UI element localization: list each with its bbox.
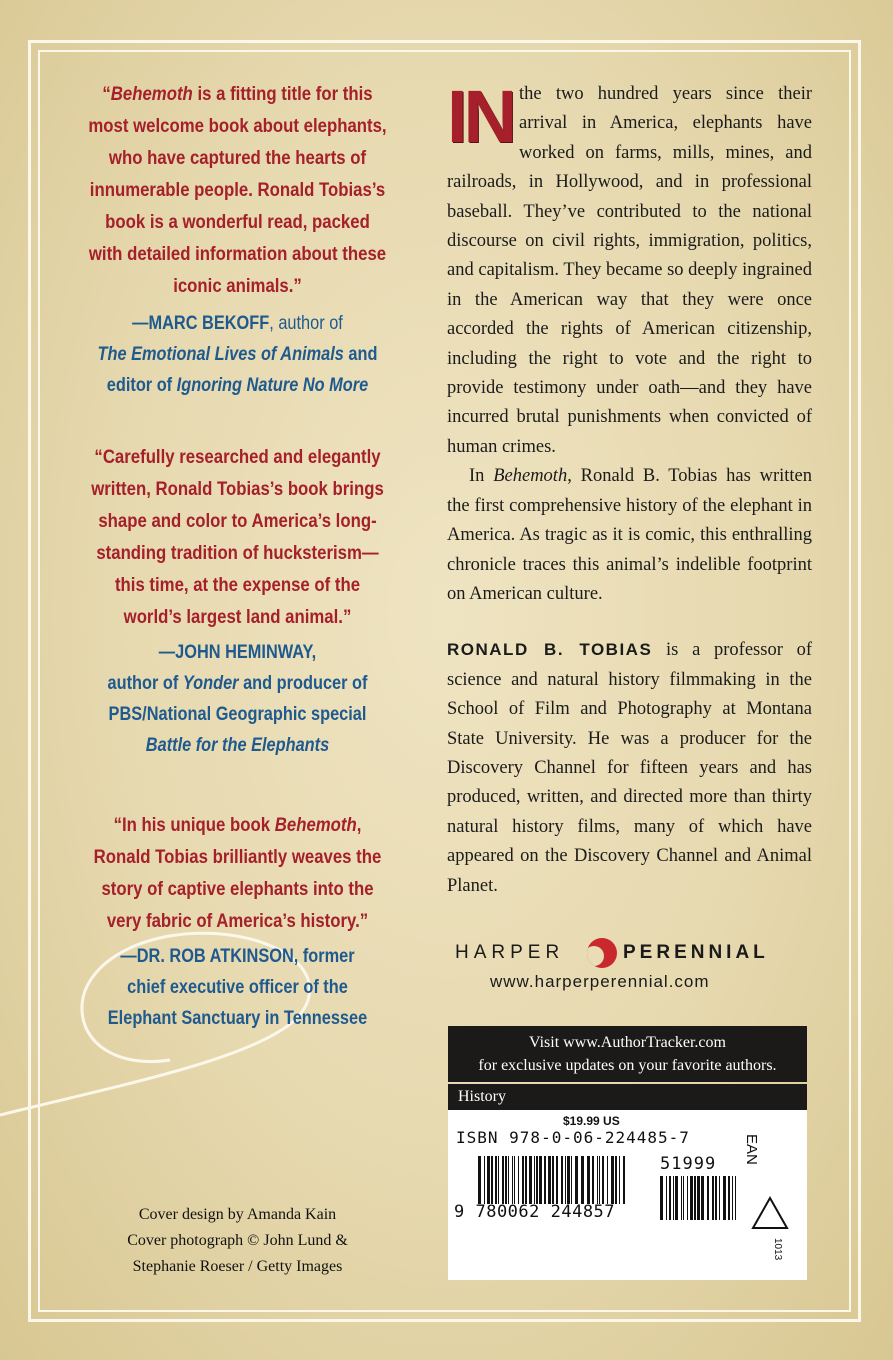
author-name: RONALD B. TOBIAS xyxy=(447,640,653,660)
author-bio: RONALD B. TOBIAS is a professor of science and natural history filmmaking in the School of Film and Photography at Montana State University. He was a producer for the Discovery Channel for fifteen years and has produced, written, and directed more than thirty natural history films, many of which have appeared on the Discovery Channel and Animal Planet. xyxy=(447,640,812,896)
quote-2-attribution: —JOHN HEMINWAY, author of Yonder and producer of PBS/National Geographic special Battle for the Elephants xyxy=(107,642,368,756)
barcode-bar xyxy=(712,1176,714,1220)
triangle-icon xyxy=(753,1198,787,1228)
barcode-bar xyxy=(666,1176,667,1220)
barcode-bar xyxy=(707,1176,709,1220)
barcode-panel xyxy=(448,1110,807,1280)
barcode-bar xyxy=(723,1176,726,1220)
barcode-bar xyxy=(522,1156,524,1204)
barcode-bar xyxy=(690,1176,693,1220)
barcode-bar xyxy=(602,1156,604,1204)
quote-3: “In his unique book Behemoth, Ronald Tobias brilliantly weaves the story of captive elephants into the very fabric of America’s history.” xyxy=(93,814,382,932)
barcode-bar xyxy=(607,1156,608,1204)
barcode-bar xyxy=(512,1156,513,1204)
barcode-bar xyxy=(694,1176,696,1220)
publisher-url: www.harperperennial.com xyxy=(490,972,710,991)
barcode-bar xyxy=(508,1156,509,1204)
description-paragraph-2: In Behemoth, Ronald B. Tobias has written the first comprehensive history of the elephant in America. As tragic as it is comic, this enthralling chronicle traces this animal’s indelible footprint on American culture. xyxy=(447,466,812,604)
barcode-bar xyxy=(529,1156,532,1204)
barcode-bar xyxy=(484,1156,485,1204)
print-code: 1013 xyxy=(772,1238,783,1261)
quote-1-attribution: —MARC BEKOFF, author of The Emotional Lives of Animals and editor of Ignoring Nature No More xyxy=(97,313,378,396)
barcode-bar xyxy=(498,1156,499,1204)
barcode-bar xyxy=(581,1156,584,1204)
cover-credits: Cover design by Amanda Kain Cover photograph © John Lund & Stephanie Roeser / Getty Images xyxy=(127,1206,348,1275)
barcode-bar xyxy=(502,1156,504,1204)
barcode-bar xyxy=(735,1176,736,1220)
authortracker-banner: Visit www.AuthorTracker.com for exclusive updates on your favorite authors. xyxy=(448,1026,807,1082)
barcode-bar xyxy=(728,1176,730,1220)
publisher-logo: HARPER PERENNIAL xyxy=(455,938,805,970)
barcode-bar xyxy=(536,1156,538,1204)
barcode-bar xyxy=(701,1176,704,1220)
barcode-bar xyxy=(673,1176,674,1220)
barcode-addon: 51999 xyxy=(660,1154,717,1174)
barcode-bar xyxy=(615,1156,617,1204)
barcode-bar xyxy=(599,1156,600,1204)
barcode-bar xyxy=(561,1156,563,1204)
barcode-bar xyxy=(571,1156,572,1204)
barcode-bar xyxy=(687,1176,688,1220)
barcode-bar xyxy=(495,1156,497,1204)
barcode-bar xyxy=(587,1156,590,1204)
barcode-bar xyxy=(575,1156,578,1204)
barcode-bar xyxy=(478,1156,481,1204)
barcode-bar xyxy=(539,1156,542,1204)
barcode-bar xyxy=(592,1156,594,1204)
barcode-bar xyxy=(548,1156,551,1204)
praise-column xyxy=(60,78,415,1034)
barcode-bar xyxy=(619,1156,620,1204)
barcode-bar xyxy=(552,1156,554,1204)
barcode-bar xyxy=(597,1156,598,1204)
barcode-bar xyxy=(660,1176,663,1220)
barcode-bar xyxy=(544,1156,546,1204)
quote-1: “Behemoth is a fitting title for this most welcome book about elephants, who have captured the hearts of innumerable people. Ronald Tobias’s book is a wonderful read, packed with detailed information about these iconic animals.” xyxy=(88,83,387,297)
barcode-bar xyxy=(565,1156,566,1204)
ean-label: EAN xyxy=(743,1134,760,1165)
barcode-bar xyxy=(525,1156,527,1204)
barcode-bar xyxy=(675,1176,678,1220)
barcode-bar xyxy=(505,1156,507,1204)
barcode-bar xyxy=(514,1156,515,1204)
quote-3-attribution: —DR. ROB ATKINSON, former chief executive officer of the Elephant Sanctuary in Tennessee xyxy=(107,946,368,1029)
barcode-bar xyxy=(518,1156,519,1204)
barcode-bar xyxy=(669,1176,671,1220)
category-label: History xyxy=(448,1084,807,1110)
barcode-bar xyxy=(487,1156,490,1204)
quote-2: “Carefully researched and elegantly written, Ronald Tobias’s book brings shape and color to America’s long- standing tradition of hucksterism— this time, at the expense of the world’s largest land animal.” xyxy=(91,446,384,628)
description-paragraph-1: IN the two hundred years since their arrival in America, elephants have worked on farms, mills, mines, and railroads, in Hollywood, and in professional baseball. They’ve contributed to the national discourse on civil rights, immigration, politics, and capitalism. They became so deeply ingrained in the American way that they were once accorded the rights of American citizenship, including the right to vote and the right to provide testimony under oath—and they have incurred brutal punishments when convicted of human crimes. xyxy=(447,75,812,457)
publisher-dot-icon xyxy=(587,938,617,968)
barcode-bars xyxy=(448,1110,807,1280)
isbn-text: ISBN 978-0-06-224485-7 xyxy=(456,1128,690,1147)
barcode-bar xyxy=(611,1156,614,1204)
barcode-bar xyxy=(681,1176,682,1220)
barcode-bar xyxy=(534,1156,535,1204)
barcode-bar xyxy=(719,1176,720,1220)
barcode-bar xyxy=(732,1176,733,1220)
barcode-bar xyxy=(556,1156,558,1204)
barcode-bar xyxy=(623,1156,625,1204)
price-label: $19.99 US xyxy=(563,1114,620,1128)
barcode-bar xyxy=(715,1176,717,1220)
barcode-bar xyxy=(491,1156,493,1204)
description-column xyxy=(447,75,812,901)
barcode-digits: 9 780062 244857 xyxy=(454,1202,616,1222)
barcode-bar xyxy=(683,1176,684,1220)
drop-cap: IN xyxy=(447,75,513,158)
barcode-bar xyxy=(697,1176,700,1220)
barcode-bar xyxy=(567,1156,570,1204)
